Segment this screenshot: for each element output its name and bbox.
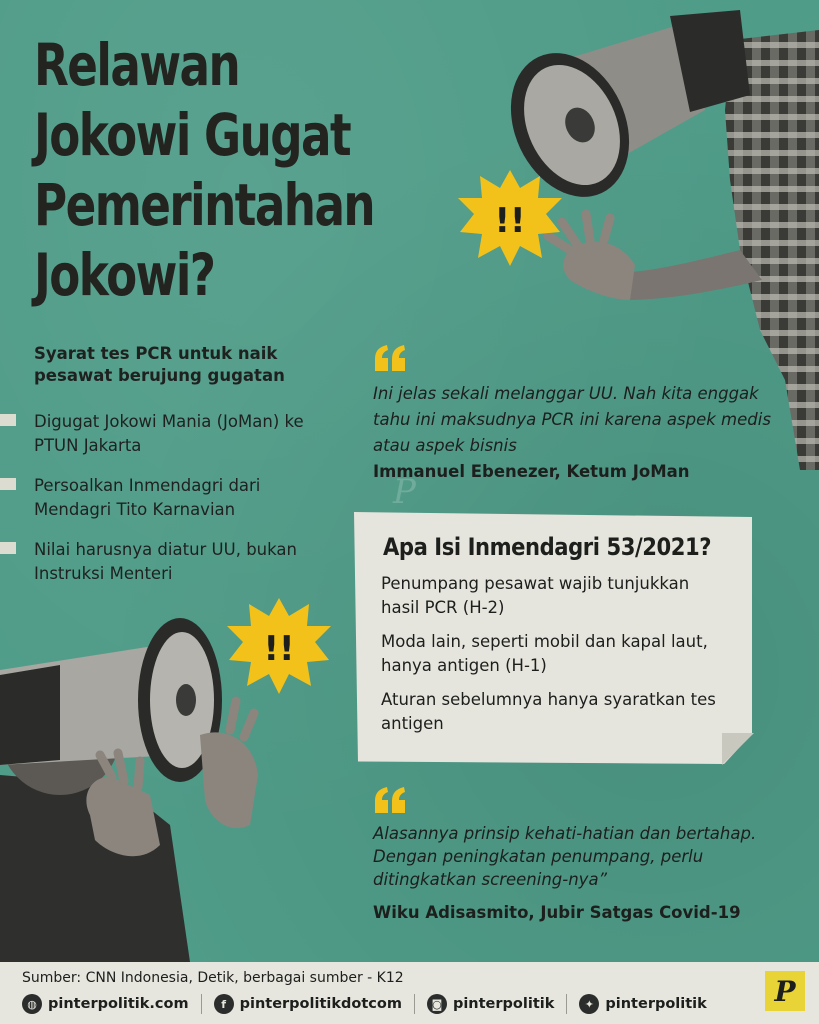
exclamation-burst-top [458,170,562,266]
exclamation-burst-bottom [225,598,333,694]
headline-line-3: Pemerintahan [34,171,375,239]
bullet-marker [0,542,16,554]
bullet-list [0,410,330,602]
bullet-text: Digugat Jokowi Mania (JoMan) ke PTUN Jakarta [34,412,304,455]
exclamation-text: !! [494,201,526,241]
bullet-marker [0,414,16,426]
info-box-item: Penumpang pesawat wajib tunjukkan hasil PCR (H-2) [381,574,690,617]
exclamation-text: !! [263,629,295,669]
social-label: pinterpolitik.com [48,996,189,1012]
instagram-icon: ◙ [427,994,447,1014]
info-box-item: Aturan sebelumnya hanya syaratkan tes antigen [381,690,716,733]
social-label: pinterpolitik [452,996,555,1012]
info-box-list [381,572,731,746]
social-twitter[interactable] [579,994,706,1014]
source-credit: Sumber: CNN Indonesia, Detik, berbagai sumber - K12 [22,970,404,986]
bullet-text: Persoalkan Inmendagri dari Mendagri Tito Karnavian [34,476,261,519]
headline-line-4: Jokowi? [34,241,215,309]
quote-mark-icon [373,787,407,813]
headline [34,30,375,310]
bullet-item [0,410,330,466]
info-box-item: Moda lain, seperti mobil dan kapal laut, hanya antigen (H-1) [381,632,708,675]
headline-line-1: Relawan [34,31,240,99]
social-facebook[interactable] [214,994,402,1014]
facebook-icon: f [214,994,234,1014]
pinterpolitik-logo: P [765,971,805,1011]
bullet-text: Nilai harusnya diatur UU, bukan Instruksi Menteri [34,540,297,583]
subtitle: Syarat tes PCR untuk naik pesawat berujung gugatan [34,344,285,385]
quote-text-satgas: Alasannya prinsip kehati-hatian dan bertahap. Dengan peningkatan penumpang, perlu ditingkatkan screening-nya” [373,824,757,889]
social-label: pinterpolitikdotcom [239,996,402,1012]
quote-text-joman: Ini jelas sekali melanggar UU. Nah kita enggak tahu ini maksudnya PCR ini karena aspek medis atau aspek bisnis [373,384,771,455]
social-website[interactable] [22,994,189,1014]
twitter-icon: ✦ [579,994,599,1014]
divider [566,994,567,1014]
divider [201,994,202,1014]
watermark-p-logo: P [393,472,416,512]
bullet-item [0,538,330,594]
bullet-item [0,474,330,530]
quote-author-satgas: Wiku Adisasmito, Jubir Satgas Covid-19 [373,903,741,922]
info-box-title: Apa Isi Inmendagri 53/2021? [383,533,712,561]
globe-icon: ◍ [22,994,42,1014]
social-label: pinterpolitik [605,996,707,1012]
social-instagram[interactable] [427,994,554,1014]
bullet-marker [0,478,16,490]
quote-mark-icon [373,345,407,371]
quote-author-joman: Immanuel Ebenezer, Ketum JoMan [373,462,690,481]
headline-line-2: Jokowi Gugat [34,101,351,169]
divider [414,994,415,1014]
social-links [22,992,707,1016]
